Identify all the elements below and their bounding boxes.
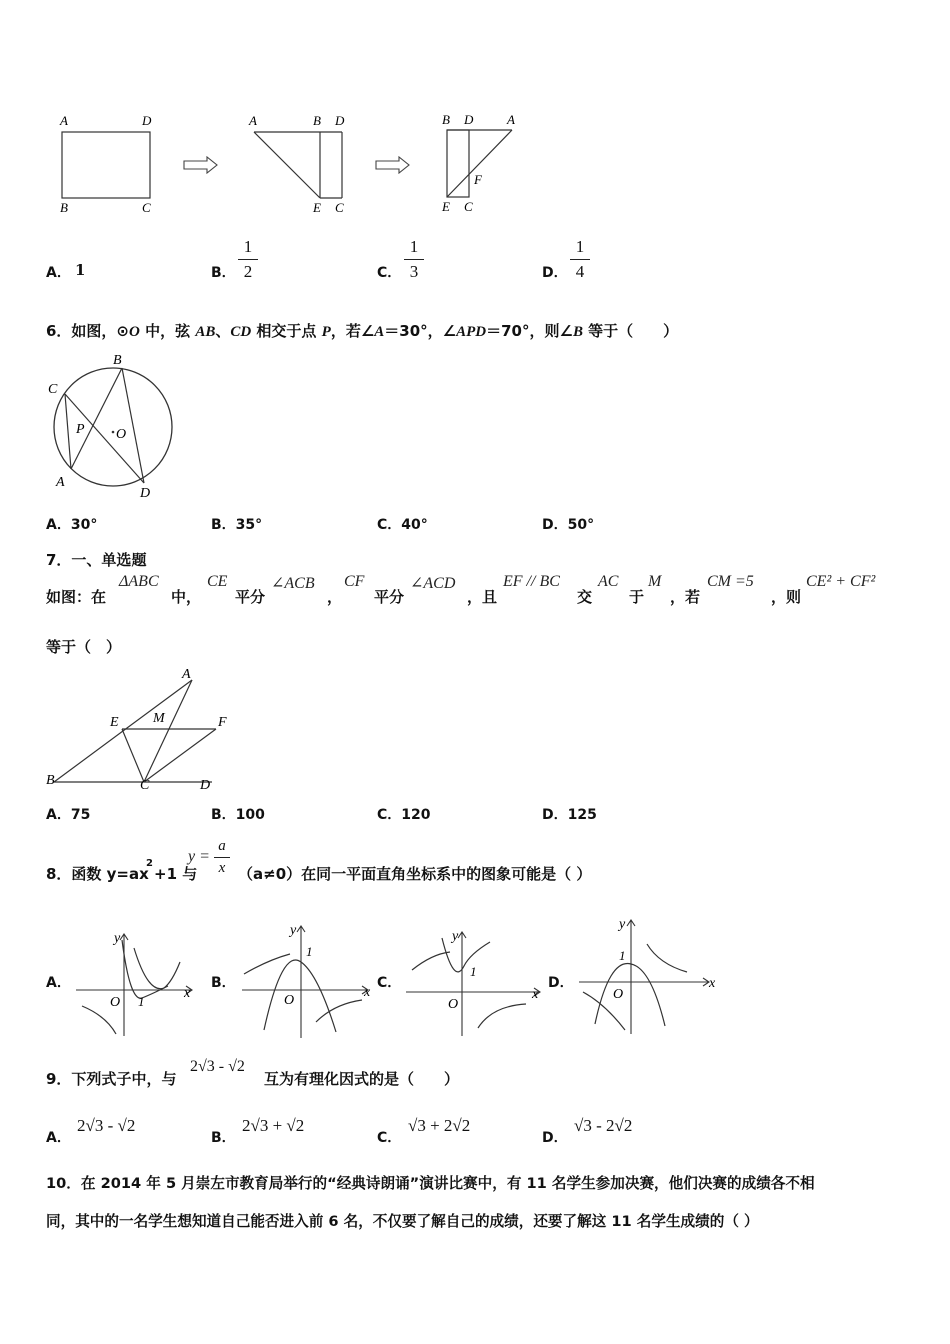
q6-stem-part: 、 bbox=[215, 322, 231, 340]
q7-line-2: 等于（ ） bbox=[46, 638, 122, 656]
q7-text-3: 平分 bbox=[235, 588, 266, 606]
q5-fig3-label-a: A bbox=[507, 112, 515, 127]
q6-stem-apd: APD bbox=[456, 324, 487, 340]
q7-text-9: ，若 bbox=[670, 588, 701, 606]
q9-option-c-expr: √3 + 2√2 bbox=[408, 1116, 471, 1135]
q8-superscript: 2 bbox=[146, 858, 153, 869]
q5-option-c-denominator: 3 bbox=[409, 262, 419, 281]
q5-option-b-denominator: 2 bbox=[243, 262, 253, 281]
q8-graph-c-o: O bbox=[448, 997, 459, 1012]
q7-math-ef-parallel-bc: EF // BC bbox=[503, 573, 560, 590]
q8-graph-b-o: O bbox=[284, 993, 295, 1008]
q7-text-5: 平分 bbox=[374, 588, 405, 606]
q9-option-a-expr: 2√3 - √2 bbox=[77, 1116, 136, 1135]
q5-figure-folded bbox=[240, 108, 360, 218]
q5-option-c-label[interactable]: C． bbox=[377, 265, 402, 281]
q6-stem-o: O bbox=[129, 324, 140, 340]
q7-math-acd: ∠ACD bbox=[410, 575, 456, 592]
q8-option-d[interactable]: D． bbox=[548, 975, 574, 991]
q8-graph-d-y: y bbox=[619, 917, 626, 932]
q8-option-b[interactable]: B． bbox=[211, 975, 236, 991]
q8-graph-c[interactable] bbox=[402, 924, 548, 1040]
q8-graph-d-o: O bbox=[613, 987, 624, 1002]
q10-line-1: 10．在 2014 年 5 月崇左市教育局举行的“经典诗朗诵”演讲比赛中，有 11 名学生参加决赛，他们决赛的成绩各不相 bbox=[46, 1175, 815, 1192]
q5-option-b-fraction bbox=[238, 237, 258, 282]
q9-text-2: 互为有理化因式的是（ ） bbox=[264, 1070, 460, 1088]
q5-fig3-label-f: F bbox=[474, 172, 482, 187]
q7-text-8: 于 bbox=[629, 588, 645, 606]
q5-fig2-label-c: C bbox=[335, 200, 344, 215]
q7-fig-label-d: D bbox=[200, 778, 211, 793]
q8-graph-d[interactable] bbox=[575, 912, 723, 1038]
q7-fig-label-m: M bbox=[153, 711, 165, 726]
q8-graph-a-y: y bbox=[114, 931, 121, 946]
q7-text-10: ，则 bbox=[771, 588, 802, 606]
q5-fig3-label-d: D bbox=[464, 112, 474, 127]
fraction-bar bbox=[404, 259, 424, 260]
q7-option-b[interactable]: B．100 bbox=[211, 807, 265, 823]
q8-option-c[interactable]: C． bbox=[377, 975, 402, 991]
fraction-bar bbox=[214, 857, 230, 858]
q6-stem-part: 中，弦 bbox=[139, 322, 196, 340]
q7-math-ac: AC bbox=[598, 573, 619, 590]
q6-stem-part: ＝30°，∠ bbox=[384, 322, 457, 340]
q8-graph-d-one: 1 bbox=[619, 948, 626, 963]
q7-fig-label-b: B bbox=[46, 773, 55, 788]
q7-math-cm5: CM =5 bbox=[707, 573, 754, 590]
fraction-bar bbox=[570, 259, 590, 260]
q5-fig1-label-c: C bbox=[142, 200, 151, 215]
q5-fig2-label-d: D bbox=[335, 113, 345, 128]
q5-option-d-denominator: 4 bbox=[575, 262, 585, 281]
q6-stem bbox=[46, 320, 678, 341]
q5-arrow-2-icon bbox=[375, 156, 411, 174]
q7-fig-label-c: C bbox=[140, 778, 150, 793]
q8-graph-a-x: x bbox=[184, 986, 191, 1001]
q6-stem-part: 相交于点 bbox=[251, 322, 322, 340]
q5-fig1-label-b: B bbox=[60, 200, 68, 215]
q5-fig2-label-e: E bbox=[313, 200, 321, 215]
q7-option-a[interactable]: A．75 bbox=[46, 807, 91, 823]
q9-text-1: 9．下列式子中，与 bbox=[46, 1070, 177, 1088]
q5-fig2-label-a: A bbox=[249, 113, 257, 128]
q8-text-3: （a≠0）在同一平面直角坐标系中的图象可能是（ ） bbox=[238, 865, 592, 883]
q6-stem-p: P bbox=[321, 324, 331, 340]
q6-option-c[interactable]: C．40° bbox=[377, 517, 428, 533]
q5-fig3-label-b: B bbox=[442, 112, 450, 127]
q8-graph-a-o: O bbox=[110, 995, 121, 1010]
q8-frac-num: a bbox=[218, 838, 226, 854]
q6-fig-label-b: B bbox=[113, 353, 122, 368]
q6-option-b[interactable]: B．35° bbox=[211, 517, 263, 533]
q7-math-cf: CF bbox=[344, 573, 365, 590]
q9-option-a-label[interactable]: A． bbox=[46, 1130, 71, 1146]
q8-graph-a[interactable] bbox=[72, 922, 202, 1042]
q6-stem-b: B bbox=[572, 324, 583, 340]
q8-graph-a-one: 1 bbox=[138, 994, 145, 1009]
q5-option-b-numerator: 1 bbox=[243, 237, 253, 256]
q5-option-a-value: 1 bbox=[75, 261, 86, 279]
q6-stem-a: A bbox=[374, 324, 385, 340]
q7-math-ce2-cf2: CE² + CF² bbox=[806, 573, 876, 590]
q5-fig3-label-e: E bbox=[442, 199, 450, 214]
q7-option-d[interactable]: D．125 bbox=[542, 807, 597, 823]
q6-fig-label-a: A bbox=[56, 475, 65, 490]
q8-graph-d-x: x bbox=[709, 976, 716, 991]
q8-graph-c-one: 1 bbox=[470, 964, 477, 979]
q6-stem-ab: AB bbox=[195, 324, 216, 340]
q6-stem-part: 等于（ ） bbox=[582, 322, 679, 340]
q7-option-c[interactable]: C．120 bbox=[377, 807, 431, 823]
q7-text-2: 中， bbox=[171, 588, 202, 606]
q8-graph-b-y: y bbox=[290, 923, 297, 938]
q7-text-6: ，且 bbox=[467, 588, 498, 606]
q8-option-a[interactable]: A． bbox=[46, 975, 71, 991]
q6-fig-label-o: O bbox=[116, 427, 127, 442]
q7-fig-label-f: F bbox=[218, 715, 227, 730]
q7-fig-label-a: A bbox=[182, 667, 191, 682]
q7-triangle-figure bbox=[40, 662, 240, 794]
q6-fig-label-c: C bbox=[48, 382, 58, 397]
q7-math-acb: ∠ACB bbox=[271, 575, 315, 592]
q6-stem-part: ，若∠ bbox=[330, 322, 375, 340]
q7-text-7: 交 bbox=[577, 588, 593, 606]
q5-option-b-label[interactable]: B． bbox=[211, 265, 236, 281]
q6-option-a[interactable]: A．30° bbox=[46, 517, 98, 533]
q7-math-m: M bbox=[648, 573, 662, 590]
q7-math-ce: CE bbox=[207, 573, 228, 590]
q5-option-c-fraction bbox=[404, 237, 424, 282]
q8-graph-b-one: 1 bbox=[306, 944, 313, 959]
fraction-bar bbox=[238, 259, 258, 260]
q9-option-b-expr: 2√3 + √2 bbox=[242, 1116, 305, 1135]
q6-circle-figure bbox=[40, 350, 190, 500]
q6-stem-part: 6．如图，⊙ bbox=[46, 322, 130, 340]
q5-option-c-numerator: 1 bbox=[409, 237, 419, 256]
q7-fig-label-e: E bbox=[110, 715, 119, 730]
q8-graph-c-x: x bbox=[532, 987, 539, 1002]
q8-frac-lhs: y = bbox=[188, 848, 210, 865]
q7-text-1: 如图：在 bbox=[46, 588, 107, 606]
q5-option-d-label[interactable]: D． bbox=[542, 265, 568, 281]
q8-graph-b[interactable] bbox=[238, 918, 376, 1042]
q9-option-d-expr: √3 - 2√2 bbox=[574, 1116, 633, 1135]
q5-figure-rectangle bbox=[50, 108, 170, 218]
q5-option-d-fraction bbox=[570, 237, 590, 282]
q9-option-c-label[interactable]: C． bbox=[377, 1130, 402, 1146]
q8-text-1: 8．函数 y=ax bbox=[46, 865, 149, 883]
q7-heading: 7．一、单选题 bbox=[46, 551, 147, 569]
q9-expr: 2√3 - √2 bbox=[190, 1058, 245, 1075]
q6-stem-cd: CD bbox=[230, 324, 252, 340]
q5-option-d-numerator: 1 bbox=[575, 237, 585, 256]
q6-stem-part: ＝70°，则∠ bbox=[486, 322, 573, 340]
q5-fig3-label-c: C bbox=[464, 199, 473, 214]
q5-fig1-label-a: A bbox=[60, 113, 68, 128]
q9-option-d-label[interactable]: D． bbox=[542, 1130, 568, 1146]
q7-text-4: ， bbox=[327, 588, 343, 606]
q5-arrow-1-icon bbox=[183, 156, 219, 174]
q9-option-b-label[interactable]: B． bbox=[211, 1130, 236, 1146]
q5-option-a-label[interactable]: A． bbox=[46, 265, 71, 281]
q10-line-2: 同，其中的一名学生想知道自己能否进入前 6 名，不仅要了解自己的成绩，还要了解这 11 名学生成绩的（ ） bbox=[46, 1213, 759, 1230]
q6-fig-label-p: P bbox=[76, 422, 85, 437]
q8-frac-den: x bbox=[218, 860, 226, 876]
q5-fig1-label-d: D bbox=[142, 113, 152, 128]
q7-math-triangle: ΔABC bbox=[119, 573, 159, 590]
q6-option-d[interactable]: D．50° bbox=[542, 517, 595, 533]
q8-text-2: +1 与 bbox=[154, 865, 198, 883]
q6-fig-label-d: D bbox=[140, 486, 151, 500]
q8-graph-b-x: x bbox=[364, 985, 371, 1000]
q5-fig2-label-b: B bbox=[313, 113, 321, 128]
q8-graph-c-y: y bbox=[452, 929, 459, 944]
q5-figure-refolded bbox=[430, 108, 540, 218]
